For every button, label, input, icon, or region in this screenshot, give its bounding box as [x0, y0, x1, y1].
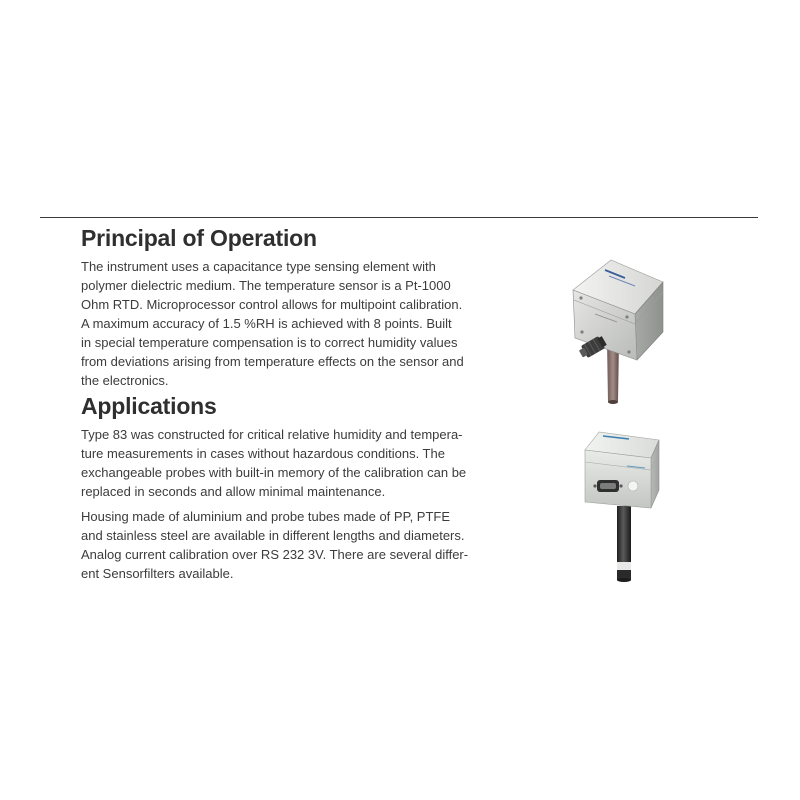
text-line: exchangeable probes with built-in memory of the calibration can be: [81, 465, 467, 480]
applications-heading: Applications: [81, 393, 217, 419]
top-divider: [40, 217, 758, 218]
text-line: from deviations arising from temperature effects on the sensor and: [81, 354, 464, 369]
text-line: and stainless steel are available in different lengths and diameters.: [81, 528, 465, 543]
applications-paragraph-1: [81, 425, 481, 501]
text-line: ent Sensorfilters available.: [81, 566, 234, 581]
text-line: Housing made of aluminium and probe tubes made of PP, PTFE: [81, 509, 451, 524]
text-line: the electronics.: [81, 373, 169, 388]
sensor-housing-image: [565, 252, 665, 407]
text-line: polymer dielectric medium. The temperature sensor is a Pt-1000: [81, 278, 451, 293]
operation-paragraph: [81, 257, 481, 390]
text-line: Type 83 was constructed for critical relative humidity and tempera-: [81, 427, 463, 442]
text-line: The instrument uses a capacitance type sensing element with: [81, 259, 436, 274]
text-line: Analog current calibration over RS 232 3V. There are several differ-: [81, 547, 469, 562]
sensor-probe-image: [583, 428, 663, 585]
text-line: in special temperature compensation is to correct humidity values: [81, 335, 458, 350]
text-column: [81, 224, 481, 583]
text-line: A maximum accuracy of 1.5 %RH is achieved with 8 points. Built: [81, 316, 452, 331]
applications-paragraph-2: [81, 507, 481, 583]
text-line: ture measurements in cases without hazardous conditions. The: [81, 446, 445, 461]
text-line: Ohm RTD. Microprocessor control allows for multipoint calibration.: [81, 297, 463, 312]
text-line: replaced in seconds and allow minimal maintenance.: [81, 484, 386, 499]
operation-heading: Principal of Operation: [81, 225, 317, 251]
